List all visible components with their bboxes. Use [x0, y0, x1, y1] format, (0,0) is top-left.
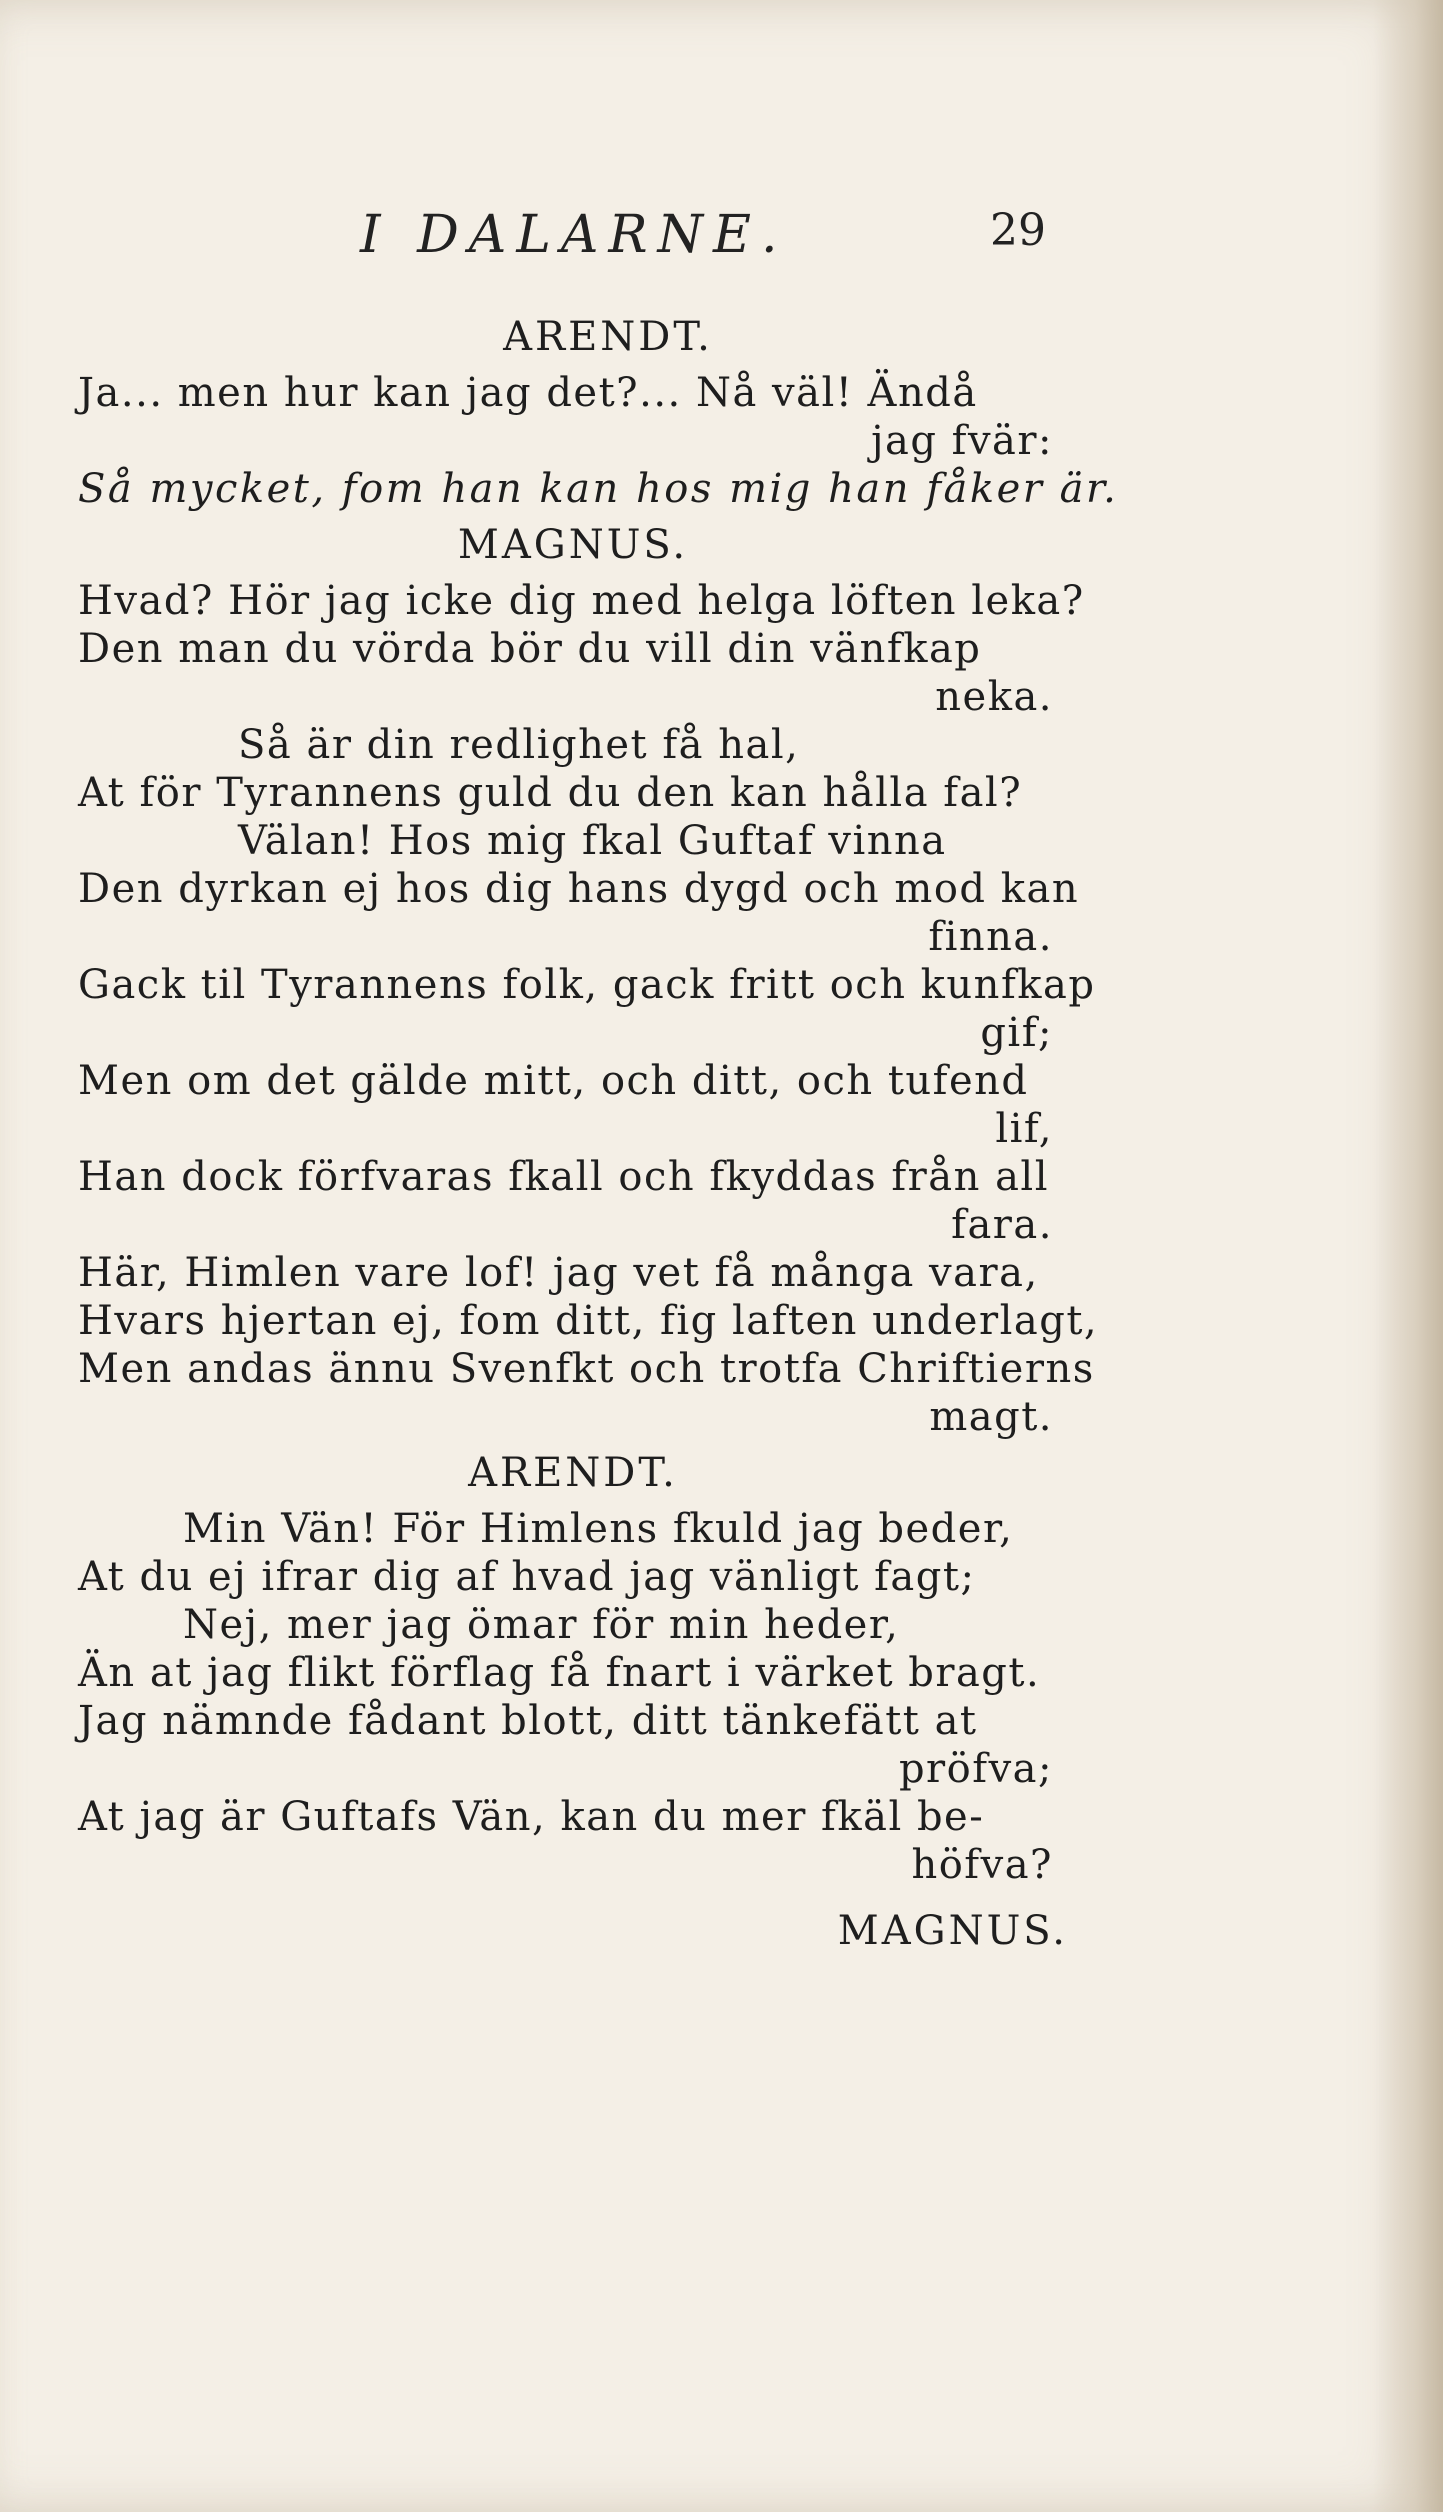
verse-line: Så är din redlighet få hal, [238, 722, 800, 768]
verse-line: Hvad? Hör jag icke dig med helga löften leka? [78, 578, 1085, 624]
verse-line: Välan! Hos mig fkal Guftaf vinna [238, 818, 947, 864]
verse-line: At för Tyrannens guld du den kan hålla fal? [78, 770, 1023, 816]
verse-line: Ja... men hur kan jag det?... Nå väl! Ändå [78, 370, 978, 416]
speaker-name: ARENDT. [468, 1450, 678, 1496]
verse-line: Så mycket, fom han kan hos mig han fåker är. [78, 466, 1119, 512]
verse-line: Min Vän! För Himlens fkuld jag beder, [183, 1506, 1014, 1552]
verse-line-continuation: gif; [980, 1010, 1053, 1056]
speaker-name: ARENDT. [503, 314, 713, 360]
verse-line-continuation: jag fvär: [871, 418, 1053, 464]
verse-line: Den man du vörda bör du vill din vänfkap [78, 626, 982, 672]
verse-line-continuation: neka. [935, 674, 1053, 720]
verse-line: At du ej ifrar dig af hvad jag vänligt fagt; [78, 1554, 976, 1600]
verse-line-continuation: lif, [995, 1106, 1053, 1152]
verse-line-continuation: höfva? [911, 1842, 1053, 1888]
verse-text [78, 305, 1119, 1973]
running-head: I DALARNE. [360, 205, 788, 265]
verse-line: Hvars hjertan ej, fom ditt, fig laften underlagt, [78, 1298, 1099, 1344]
page-header [0, 205, 1443, 275]
verse-line: Men andas ännu Svenfkt och trotfa Chriftierns [78, 1346, 1095, 1392]
verse-line: At jag är Guftafs Vän, kan du mer fkäl be- [78, 1794, 985, 1840]
verse-line: Jag nämnde fådant blott, ditt tänkefätt at [78, 1698, 978, 1744]
speaker-name: MAGNUS. [837, 1908, 1068, 1954]
verse-line: Nej, mer jag ömar för min heder, [183, 1602, 900, 1648]
verse-line: Här, Himlen vare lof! jag vet få många vara, [78, 1250, 1039, 1296]
verse-line-continuation: fara. [951, 1202, 1053, 1248]
verse-line-continuation: pröfva; [898, 1746, 1053, 1792]
verse-line-continuation: finna. [928, 914, 1053, 960]
verse-line: Han dock förfvaras fkall och fkyddas från all [78, 1154, 1049, 1200]
verse-line: Än at jag flikt förflag få fnart i värket bragt. [78, 1650, 1041, 1696]
verse-line-continuation: magt. [929, 1394, 1053, 1440]
verse-line: Gack til Tyrannens folk, gack fritt och kunfkap [78, 962, 1096, 1008]
page-edge-shading [1373, 0, 1443, 2512]
verse-line: Men om det gälde mitt, och ditt, och tufend [78, 1058, 1029, 1104]
verse-line: Den dyrkan ej hos dig hans dygd och mod kan [78, 866, 1080, 912]
speaker-name: MAGNUS. [457, 522, 689, 568]
page-number: 29 [990, 205, 1046, 256]
